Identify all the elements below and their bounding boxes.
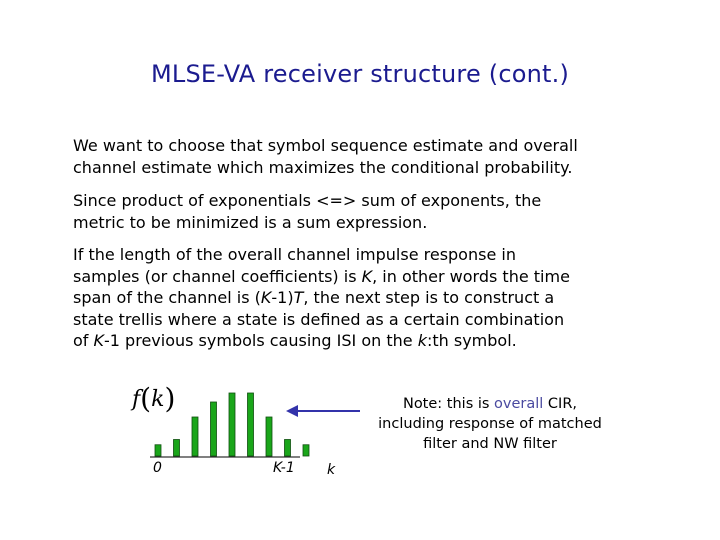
impulse-bar-7 (285, 440, 291, 457)
p3-line5b: -1 previous symbols causing ISI on the (104, 331, 418, 350)
impulse-bar-5 (248, 393, 254, 456)
impulse-bar-6 (266, 417, 272, 456)
impulse-bar-2 (192, 417, 198, 456)
p3-line2a: samples (or channel coefficients) is (73, 266, 362, 286)
p3-line4: state trellis where a state is defined as a certain combination (73, 309, 565, 329)
impulse-bar-1 (174, 440, 180, 457)
p3-k-symbol: k (417, 331, 427, 350)
arrow-icon (286, 405, 360, 417)
paragraph-1: We want to choose that symbol sequence estimate and overall channel estimate which maximizes the conditional probability. (73, 136, 578, 177)
note-highlight: overall (494, 396, 544, 412)
impulse-bars (155, 393, 309, 456)
function-label: f(k) (132, 382, 176, 415)
axis-label-zero: 0 (153, 460, 162, 476)
impulse-bar-3 (211, 402, 217, 456)
p3-T-symbol: T (293, 288, 304, 307)
note-line1a: Note: this is (402, 396, 495, 412)
p3-K-symbol: K (361, 266, 373, 286)
p3-K-symbol-3: K (93, 331, 105, 350)
note-line2: including response of matched (378, 416, 602, 432)
impulse-bar-0 (155, 445, 161, 456)
p3-line3c: , the next step is to construct a (303, 288, 555, 307)
p3-K-symbol-2: K (260, 288, 272, 307)
axis-label-k-minus-1: K-1 (273, 460, 295, 476)
paragraph-2: Since product of exponentials <=> sum of exponents, the metric to be minimized is a sum expression. (73, 191, 542, 232)
paragraph-3 (73, 244, 673, 352)
p3-line5c: :th symbol. (426, 331, 517, 350)
p3-line5a: of (73, 331, 94, 350)
note-line1b: CIR, (543, 396, 578, 412)
p3-line2b: , in other words the time (372, 266, 570, 286)
p3-line1: If the length of the overall channel impulse response in (73, 245, 516, 264)
note-line3: filter and NW filter (423, 436, 557, 452)
impulse-bar-4 (229, 393, 235, 456)
axis-label-k: k (327, 462, 336, 478)
p3-line3b: -1) (271, 288, 294, 307)
impulse-response-figure (0, 370, 720, 490)
cir-note (362, 394, 618, 454)
impulse-bar-8 (303, 445, 309, 456)
slide-title: MLSE-VA receiver structure (cont.) (150, 60, 570, 88)
p3-line3a: span of the channel is ( (73, 288, 261, 307)
